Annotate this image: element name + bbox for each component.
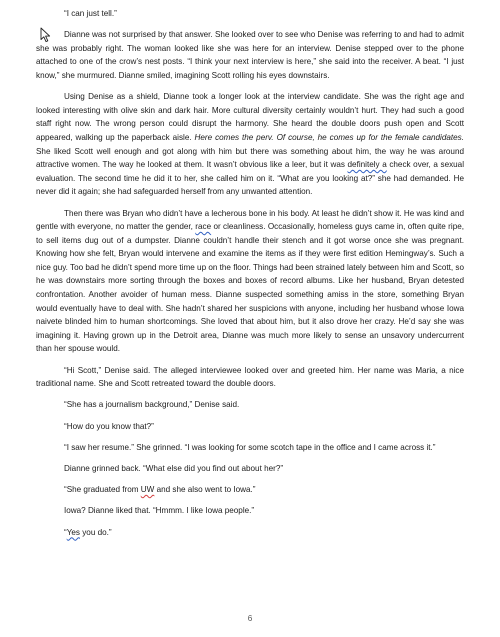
- paragraph-text: Dianne was not surprised by that answer. She looked over to see who Denise was referring to and had to admit she was probably right. The woman looked like she was here for an interview. Denise stepped over to the phone attached to one of the crow’s nest posts. “I think your next interview is here,” she said into the receiver. A beat. “I just know,” she murmured. Dianne smiled, imagining Scott rolling his eyes downstairs.: [36, 30, 464, 80]
- grammar-flagged-word[interactable]: race: [195, 222, 212, 232]
- paragraph-10: [36, 483, 464, 497]
- paragraph-1: [36, 7, 464, 21]
- paragraph-text: Iowa? Dianne liked that. “Hmmm. I like Iowa people.”: [64, 506, 255, 516]
- paragraph-text: and she also went to Iowa.”: [154, 485, 256, 495]
- paragraph-text: “I saw her resume.” She grinned. “I was looking for some scotch tape in the office and I came across it.”: [64, 442, 436, 452]
- paragraph-9: [36, 462, 464, 476]
- paragraph-text: She liked Scott well enough and got along with him but there was something about him, the way he was around attractive women. The way he looked at them. It wasn’t obvious like a leer, but it was: [36, 146, 464, 170]
- paragraph-4: [36, 207, 464, 357]
- paragraph-6: [36, 398, 464, 412]
- paragraph-12: [36, 526, 464, 540]
- spell-flagged-word[interactable]: UW: [140, 485, 155, 495]
- page-number: 6: [247, 614, 253, 623]
- paragraph-text: “How do you know that?”: [64, 421, 154, 431]
- paragraph-7: [36, 420, 464, 434]
- paragraph-text: or cleanliness. Occasionally, homeless guys came in, often quite ripe, to sell items dug out of a dumpster. Dianne couldn’t handle their stench and it got worse once she was pregnant. Knowing how she felt, Bryan would intervene and examine the items as if they were first edition Hemingway’s. Such a nice guy. Too bad he didn’t spend more time up on the floor. Things had been strained lately between him and Scott, so he was downstairs more sorting through the boxes and boxes of record albums. Like her husband, Bryan detested confrontation. Another avoider of human mess. Dianne suspected something amiss in the store, something Bryan would eventually have to deal with. She hadn’t shared her suspicions with anyone, including her husband whose Iowa naivete blinded him to human shortcomings. She loved that about him, but it also drove her crazy. He’d say she was imagining it. Having grown up in the Detroit area, Dianne was much more likely to sense an unsavory undercurrent than her spouse would.: [36, 222, 464, 354]
- grammar-flagged-word[interactable]: definitely a: [347, 160, 387, 170]
- paragraph-text: check over, a sexual evaluation. The second time he did it to her, she called him on it. “What are you looking at?” she had demanded. He never did it again; she had safeguarded herself from any unwanted attention.: [36, 160, 465, 197]
- paragraph-text: Then there was Bryan who didn’t have a lecherous bone in his body. At least he didn’t show it. He was kind and gentle with everyone, no matter the gender,: [36, 208, 464, 232]
- body-text: [36, 7, 464, 547]
- paragraph-text: “She has a journalism background,” Denise said.: [64, 400, 240, 410]
- paragraph-11: [36, 504, 464, 518]
- paragraph-text: “I can just tell.”: [64, 9, 117, 18]
- paragraph-text: Dianne grinned back. “What else did you find out about her?”: [64, 463, 284, 473]
- paragraph-text: you do.”: [79, 527, 112, 537]
- italic-thought: Here comes the perv. Of course, he comes up for the female candidates.: [194, 132, 464, 142]
- paragraph-text: Using Denise as a shield, Dianne took a longer look at the interview candidate. She was the right age and looked interesting with olive skin and dark hair. More cultural diversity certainly wouldn’t hurt. They had such a good staff right now. The wrong person could disrupt the harmony. She heard the double doors push open and Scott appeared, walking up the paperback aisle.: [36, 92, 464, 142]
- paragraph-text: “: [64, 527, 67, 537]
- paragraph-5: [36, 364, 464, 391]
- paragraph-2: [36, 28, 464, 82]
- paragraph-text: “Hi Scott,” Denise said. The alleged interviewee looked over and greeted him. Her name was Maria, a nice traditional name. She and Scott retreated toward the double doors.: [36, 365, 464, 389]
- grammar-flagged-word[interactable]: Yes: [66, 527, 80, 537]
- paragraph-text: “She graduated from: [64, 485, 141, 495]
- paragraph-8: [36, 441, 464, 455]
- paragraph-3: [36, 90, 464, 199]
